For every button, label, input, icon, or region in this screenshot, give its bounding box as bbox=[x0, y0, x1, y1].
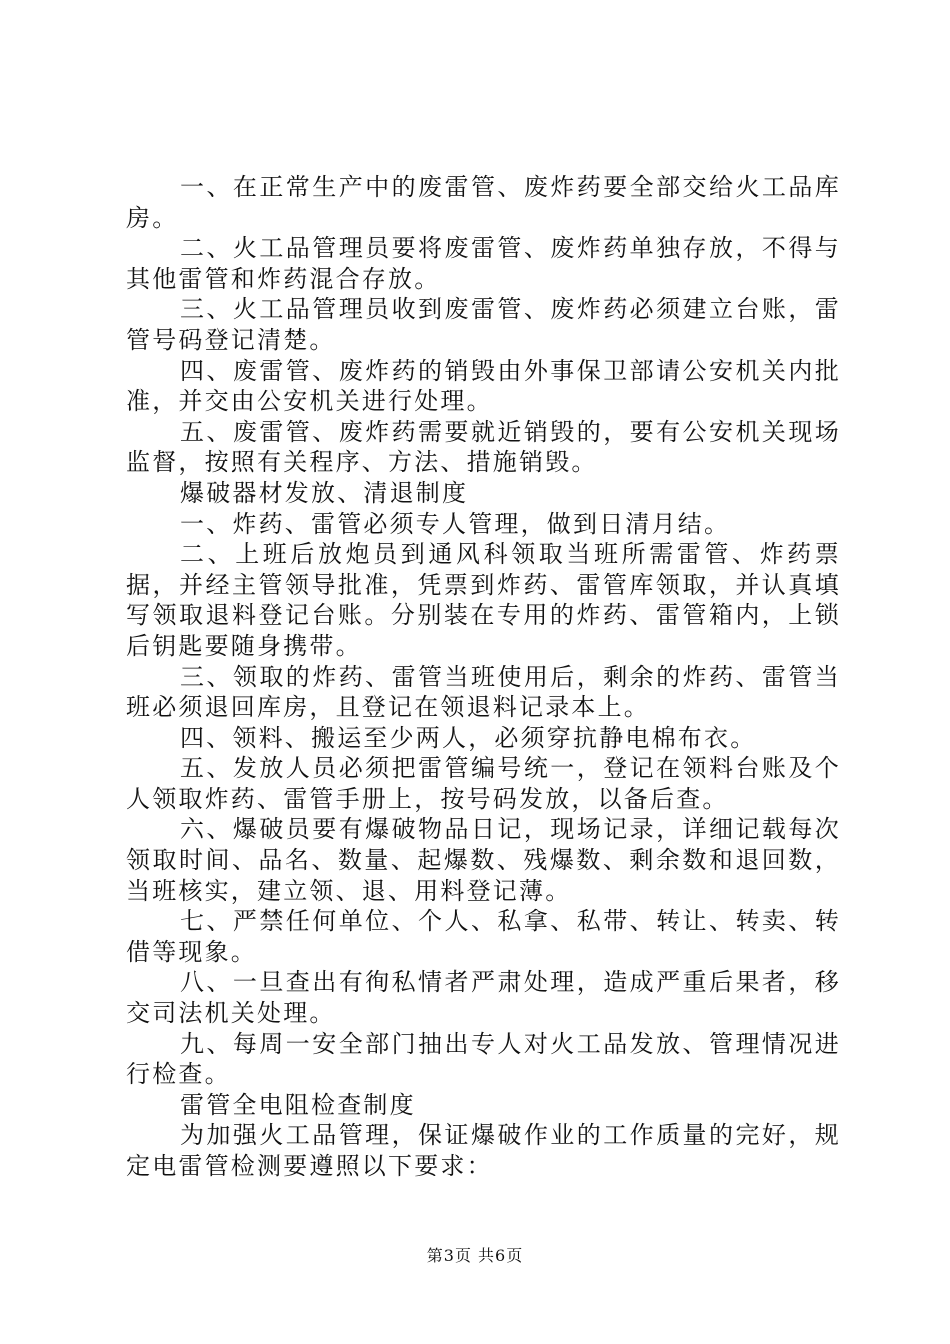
paragraph: 八、一旦查出有徇私情者严肃处理，造成严重后果者，移交司法机关处理。 bbox=[126, 968, 841, 1028]
paragraph: 为加强火工品管理，保证爆破作业的工作质量的完好，规定电雷管检测要遵照以下要求： bbox=[126, 1121, 841, 1180]
paragraph: 二、上班后放炮员到通风科领取当班所需雷管、炸药票据，并经主管领导批准，凭票到炸药、雷管库领取，并认真填写领取退料登记台账。分别装在专用的炸药、雷管箱内，上锁后钥匙要随身携带。 bbox=[126, 540, 841, 660]
paragraph: 四、领料、搬运至少两人，必须穿抗静电棉布衣。 bbox=[180, 723, 757, 752]
paragraph: 四、废雷管、废炸药的销毁由外事保卫部请公安机关内批准，并交由公安机关进行处理。 bbox=[126, 356, 841, 416]
paragraph: 二、火工品管理员要将废雷管、废炸药单独存放，不得与其他雷管和炸药混合存放。 bbox=[126, 234, 841, 293]
paragraph: 九、每周一安全部门抽出专人对火工品发放、管理情况进行检查。 bbox=[126, 1029, 841, 1089]
paragraph: 七、严禁任何单位、个人、私拿、私带、转让、转卖、转借等现象。 bbox=[126, 907, 841, 966]
paragraph: 六、爆破员要有爆破物品日记，现场记录，详细记载每次领取时间、品名、数量、起爆数、残爆数、剩余数和退回数，当班核实，建立领、退、用料登记薄。 bbox=[126, 815, 841, 905]
paragraph: 三、火工品管理员收到废雷管、废炸药必须建立台账，雷管号码登记清楚。 bbox=[126, 295, 841, 354]
page-footer: 第3页 共6页 bbox=[426, 1246, 524, 1265]
paragraph: 一、在正常生产中的废雷管、废炸药要全部交给火工品库房。 bbox=[126, 173, 841, 232]
paragraph: 五、发放人员必须把雷管编号统一，登记在领料台账及个人领取炸药、雷管手册上，按号码发放，以备后查。 bbox=[126, 754, 841, 813]
document-body bbox=[126, 172, 841, 1182]
paragraph: 五、废雷管、废炸药需要就近销毁的，要有公安机关现场监督，按照有关程序、方法、措施销毁。 bbox=[126, 417, 841, 477]
section-heading: 爆破器材发放、清退制度 bbox=[180, 478, 469, 507]
paragraph: 三、领取的炸药、雷管当班使用后，剩余的炸药、雷管当班必须退回库房，且登记在领退料记录本上。 bbox=[126, 662, 841, 722]
paragraph: 一、炸药、雷管必须专人管理，做到日清月结。 bbox=[180, 509, 731, 538]
section-heading: 雷管全电阻检查制度 bbox=[180, 1090, 416, 1119]
